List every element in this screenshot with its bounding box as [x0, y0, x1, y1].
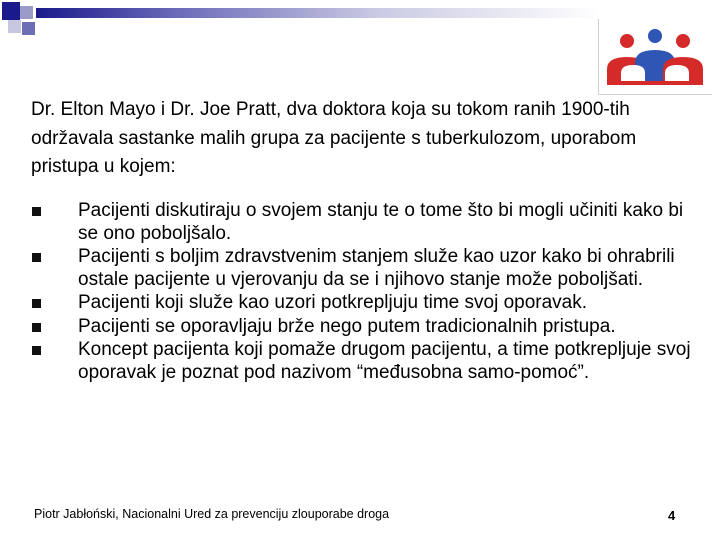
intro-paragraph: Dr. Elton Mayo i Dr. Joe Pratt, dva doktora koja su tokom ranih 1900-tih održavala sastanke malih grupa za pacijente s tuberkulozom, uporabom pristupa u kojem: — [31, 99, 637, 177]
list-item-text: Pacijenti s boljim zdravstvenim stanjem služe kao uzor kako bi ohrabrili ostale pacijente u vjerovanju da se i njihovo stanje može poboljšati. — [78, 246, 675, 290]
list-item-text: Koncept pacijenta koji pomaže drugom pacijentu, a time potkrepljuje svoj oporavak je poznat pod nazivom “međusobna samo-pomoć”. — [78, 339, 691, 383]
page-number: 4 — [668, 508, 676, 523]
square-bullet-icon — [32, 346, 41, 355]
list-item-text: Pacijenti se oporavljaju brže nego putem tradicionalnih pristupa. — [78, 315, 616, 337]
footer-author: Piotr Jabłoński, Nacionalni Ured za prevenciju zlouporabe droga — [34, 507, 390, 521]
organization-logo — [598, 19, 712, 95]
square-bullet-icon — [32, 323, 41, 332]
square-bullet-icon — [32, 299, 41, 308]
list-item-text: Pacijenti diskutiraju o svojem stanju te o tome što bi mogli učiniti kako bi se ono poboljšalo. — [78, 200, 684, 244]
list-item — [32, 200, 702, 245]
list-item — [32, 339, 702, 384]
list-item — [32, 316, 702, 339]
corner-squares-decoration — [0, 0, 60, 45]
people-group-logo — [599, 19, 712, 94]
square-bullet-icon — [32, 253, 41, 262]
square-bullet-icon — [32, 207, 41, 216]
list-item — [32, 292, 702, 315]
bullet-list — [32, 200, 702, 385]
header-gradient-bar — [36, 8, 600, 18]
list-item — [32, 246, 702, 291]
list-item-text: Pacijenti koji služe kao uzori potkrepljuju time svoj oporavak. — [78, 292, 588, 313]
